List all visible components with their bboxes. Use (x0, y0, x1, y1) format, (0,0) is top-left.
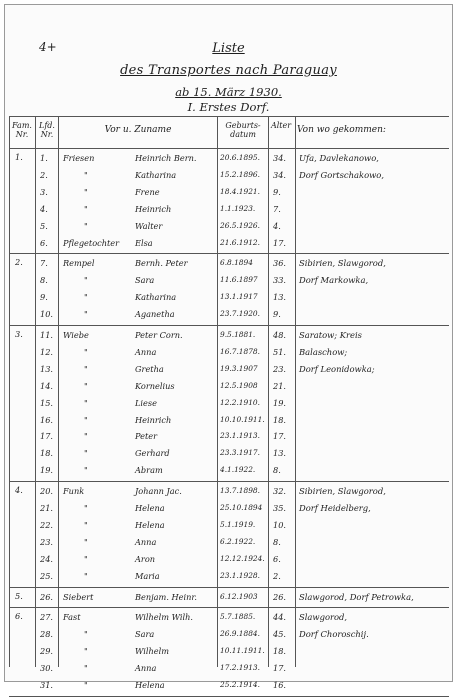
origin-line: Dorf Choroschij. (299, 629, 369, 640)
entry-number: 8. (40, 275, 48, 286)
entry-given-name: Wilhelm Wilh. (135, 612, 193, 623)
list-title: Liste (212, 41, 245, 56)
entry-given-name: Gretha (135, 363, 164, 374)
entry-birth-date: 23.1.1928. (220, 570, 260, 580)
entry-age: 17. (273, 431, 287, 442)
entry-surname: " (84, 220, 88, 231)
entry-age: 17. (273, 237, 287, 248)
entry-number: 14. (40, 380, 54, 391)
entry-surname: " (84, 186, 88, 197)
entry-surname: " (84, 519, 88, 530)
entry-age: 2. (273, 570, 281, 581)
entry-age: 8. (273, 465, 281, 476)
entry-given-name: Helena (135, 519, 165, 530)
origin-line: Dorf Markowka, (299, 275, 369, 286)
entry-number: 17. (40, 431, 54, 442)
origin-line: Dorf Leonidowka; (299, 363, 375, 374)
entry-surname: Wiebe (63, 330, 89, 340)
entry-age: 44. (273, 612, 287, 623)
entry-number: 25. (40, 570, 54, 581)
entry-surname: " (84, 680, 88, 690)
entry-birth-date: 23.7.1920. (220, 309, 260, 319)
family-rule (9, 607, 449, 608)
entry-given-name: Liese (135, 397, 157, 408)
entry-age: 33. (273, 275, 287, 286)
entry-age: 26. (273, 591, 287, 602)
origin-line: Dorf Heidelberg, (299, 503, 371, 513)
entry-age: 13. (273, 448, 287, 459)
date-line (5, 85, 452, 99)
entry-given-name: Heinrich Bern. (135, 153, 197, 163)
entry-age: 23. (273, 363, 287, 374)
entry-number: 27. (40, 612, 54, 623)
family-number: 4. (15, 485, 23, 496)
entry-birth-date: 6.2.1922. (220, 536, 256, 546)
family-number: 6. (15, 611, 23, 622)
entry-number: 13. (40, 363, 54, 374)
entry-given-name: Sara (135, 275, 155, 286)
family-rule (9, 325, 449, 326)
entry-number: 1. (40, 153, 48, 163)
entry-age: 9. (273, 309, 281, 320)
entry-birth-date: 12.12.1924. (220, 553, 265, 563)
page-note: 4+ (39, 40, 57, 54)
entry-surname: " (84, 275, 88, 286)
header-fam: Fam. Nr. (12, 121, 32, 139)
entry-birth-date: 23.3.1917. (220, 448, 260, 458)
header-bottom-rule (9, 148, 449, 149)
entry-given-name: Helena (135, 503, 165, 513)
entry-number: 22. (40, 519, 54, 530)
origin-line: Dorf Gortschakowo, (299, 169, 384, 180)
entry-given-name: Anna (135, 663, 157, 674)
entry-age: 10. (273, 519, 287, 530)
entry-given-name: Elsa (135, 237, 153, 248)
entry-number: 24. (40, 553, 54, 564)
column-rule (217, 116, 218, 667)
entry-age: 34. (273, 169, 287, 180)
family-number: 2. (15, 257, 23, 268)
entry-birth-date: 25.10.1894 (220, 503, 263, 512)
entry-age: 4. (273, 220, 281, 231)
family-rule (9, 253, 449, 254)
entry-given-name: Helena (135, 680, 165, 690)
entry-surname: " (84, 570, 88, 581)
entry-given-name: Walter (135, 220, 163, 231)
entry-age: 17. (273, 663, 287, 674)
entry-age: 36. (273, 258, 287, 269)
header-lfd: Lfd. Nr. (39, 121, 55, 139)
entry-number: 2. (40, 169, 48, 180)
entry-number: 20. (40, 486, 54, 497)
entry-age: 48. (273, 330, 287, 340)
entry-birth-date: 1.1.1923. (220, 203, 256, 213)
entry-surname: " (84, 309, 88, 320)
entry-birth-date: 9.5.1881. (220, 330, 256, 339)
entry-number: 9. (40, 292, 48, 303)
entry-given-name: Anna (135, 536, 157, 547)
column-rule (295, 116, 296, 667)
entry-number: 26. (40, 591, 54, 602)
entry-birth-date: 20.6.1895. (220, 153, 260, 162)
entry-age: 19. (273, 397, 287, 408)
entry-given-name: Heinrich (135, 414, 172, 425)
entry-birth-date: 5.7.1885. (220, 612, 256, 622)
entry-birth-date: 17.2.1913. (220, 663, 260, 673)
entry-birth-date: 26.9.1884. (220, 629, 260, 639)
header-born: Geburts- datum (225, 121, 261, 139)
entry-surname: " (84, 448, 88, 459)
column-rule (35, 116, 36, 667)
entry-surname: Rempel (63, 258, 95, 269)
origin-line: Balaschow; (299, 346, 348, 357)
entry-given-name: Peter Corn. (135, 330, 183, 340)
column-rule (9, 116, 10, 667)
entry-birth-date: 15.2.1896. (220, 169, 260, 179)
entry-given-name: Peter (135, 431, 158, 442)
entry-age: 9. (273, 186, 281, 197)
entry-surname: " (84, 292, 88, 303)
entry-surname: " (84, 397, 88, 408)
entry-number: 10. (40, 309, 54, 320)
family-number: 5. (15, 590, 23, 601)
entry-number: 16. (40, 414, 54, 425)
origin-line: Slawgorod, (299, 612, 348, 623)
entry-surname: " (84, 629, 88, 640)
entry-birth-date: 26.5.1926. (220, 220, 260, 230)
entry-birth-date: 10.11.1911. (220, 646, 265, 656)
entry-surname: Siebert (63, 591, 94, 602)
entry-surname: " (84, 431, 88, 442)
entry-given-name: Katharina (135, 169, 177, 180)
entry-surname: " (84, 380, 88, 391)
entry-age: 35. (273, 503, 287, 513)
entry-birth-date: 11.6.1897 (220, 275, 258, 285)
entry-number: 7. (40, 258, 48, 269)
section-heading: I. Erstes Dorf. (187, 100, 270, 114)
family-number: 3. (15, 329, 23, 339)
entry-number: 11. (40, 330, 54, 340)
list-subtitle: des Transportes nach Paraguay (120, 63, 337, 78)
origin-line: Saratow; Kreis (299, 330, 362, 340)
entry-age: 13. (273, 292, 287, 303)
entry-number: 5. (40, 220, 48, 231)
family-rule (9, 587, 449, 588)
entry-birth-date: 25.2.1914. (220, 680, 260, 689)
entry-age: 18. (273, 414, 287, 425)
entry-given-name: Anna (135, 346, 157, 357)
document-page (4, 4, 453, 690)
entry-number: 28. (40, 629, 54, 640)
date-text: ab 15. März 1930. (175, 85, 282, 99)
entry-birth-date: 16.7.1878. (220, 346, 260, 356)
entry-surname: " (84, 536, 88, 547)
entry-given-name: Frene (135, 186, 160, 197)
entry-birth-date: 10.10.1911. (220, 414, 265, 424)
entry-number: 19. (40, 465, 54, 476)
entry-surname: Fast (63, 612, 81, 623)
entry-surname: " (84, 663, 88, 674)
entry-surname: Friesen (63, 153, 95, 163)
entry-birth-date: 12.2.1910. (220, 397, 260, 407)
entry-given-name: Johann Jac. (135, 486, 182, 497)
entry-birth-date: 6.8.1894 (220, 258, 253, 268)
family-rule (9, 481, 449, 482)
entry-birth-date: 6.12.1903 (220, 591, 258, 601)
entry-given-name: Bernh. Peter (135, 258, 188, 269)
entry-given-name: Gerhard (135, 448, 170, 459)
table-top-rule (9, 116, 449, 117)
entry-age: 51. (273, 346, 287, 357)
entry-number: 3. (40, 186, 48, 197)
entry-given-name: Sara (135, 629, 155, 640)
entry-surname: " (84, 203, 88, 214)
entry-number: 4. (40, 203, 48, 214)
entry-given-name: Wilhelm (135, 646, 170, 657)
entry-age: 16. (273, 680, 287, 690)
entry-given-name: Benjam. Heinr. (135, 591, 198, 602)
entry-given-name: Aron (135, 553, 156, 564)
entry-birth-date: 19.3.1907 (220, 363, 258, 373)
header-name: Vor u. Zuname (104, 125, 172, 135)
entry-number: 29. (40, 646, 54, 657)
entry-age: 6. (273, 553, 281, 564)
entry-given-name: Maria (135, 570, 160, 581)
entry-surname: " (84, 553, 88, 564)
entry-surname: " (84, 414, 88, 425)
column-rule (268, 116, 269, 667)
header-origin: Von wo gekommen: (297, 125, 386, 135)
entry-age: 8. (273, 536, 281, 547)
origin-line: Ufa, Davlekanowo, (299, 153, 379, 163)
entry-birth-date: 21.6.1912. (220, 237, 260, 247)
entry-birth-date: 18.4.1921. (220, 186, 260, 196)
entry-number: 31. (40, 680, 54, 690)
entry-given-name: Katharina (135, 292, 177, 303)
entry-number: 6. (40, 237, 48, 248)
entry-age: 34. (273, 153, 287, 163)
origin-line: Slawgorod, Dorf Petrowka, (299, 591, 414, 602)
entry-surname: " (84, 646, 88, 657)
family-number: 1. (15, 152, 23, 162)
entry-number: 18. (40, 448, 54, 459)
entry-given-name: Heinrich (135, 203, 172, 214)
entry-age: 7. (273, 203, 281, 214)
entry-given-name: Aganetha (135, 309, 175, 320)
entry-age: 18. (273, 646, 287, 657)
entry-number: 15. (40, 397, 54, 408)
entry-age: 32. (273, 486, 287, 497)
origin-line: Sibirien, Slawgorod, (299, 486, 386, 497)
entry-surname: " (84, 503, 88, 513)
entry-surname: " (84, 169, 88, 180)
entry-birth-date: 12.5.1908 (220, 380, 258, 390)
column-rule (58, 116, 59, 667)
entry-surname: " (84, 346, 88, 357)
entry-birth-date: 13.7.1898. (220, 486, 260, 496)
entry-birth-date: 13.1.1917 (220, 292, 258, 302)
entry-age: 45. (273, 629, 287, 640)
header-age: Alter (270, 121, 292, 130)
entry-given-name: Abram (135, 465, 163, 476)
entry-birth-date: 5.1.1919. (220, 519, 256, 529)
entry-age: 21. (273, 380, 287, 391)
entry-number: 30. (40, 663, 54, 674)
entry-birth-date: 23.1.1913. (220, 431, 260, 441)
entry-given-name: Kornelius (135, 380, 175, 391)
entry-surname: Pflegetochter (63, 237, 120, 248)
entry-number: 23. (40, 536, 54, 547)
entry-surname: " (84, 363, 88, 374)
origin-line: Sibirien, Slawgorod, (299, 258, 386, 269)
entry-number: 21. (40, 503, 54, 513)
entry-number: 12. (40, 346, 54, 357)
entry-surname: " (84, 465, 88, 476)
entry-birth-date: 4.1.1922. (220, 465, 256, 475)
entry-surname: Funk (63, 486, 85, 497)
